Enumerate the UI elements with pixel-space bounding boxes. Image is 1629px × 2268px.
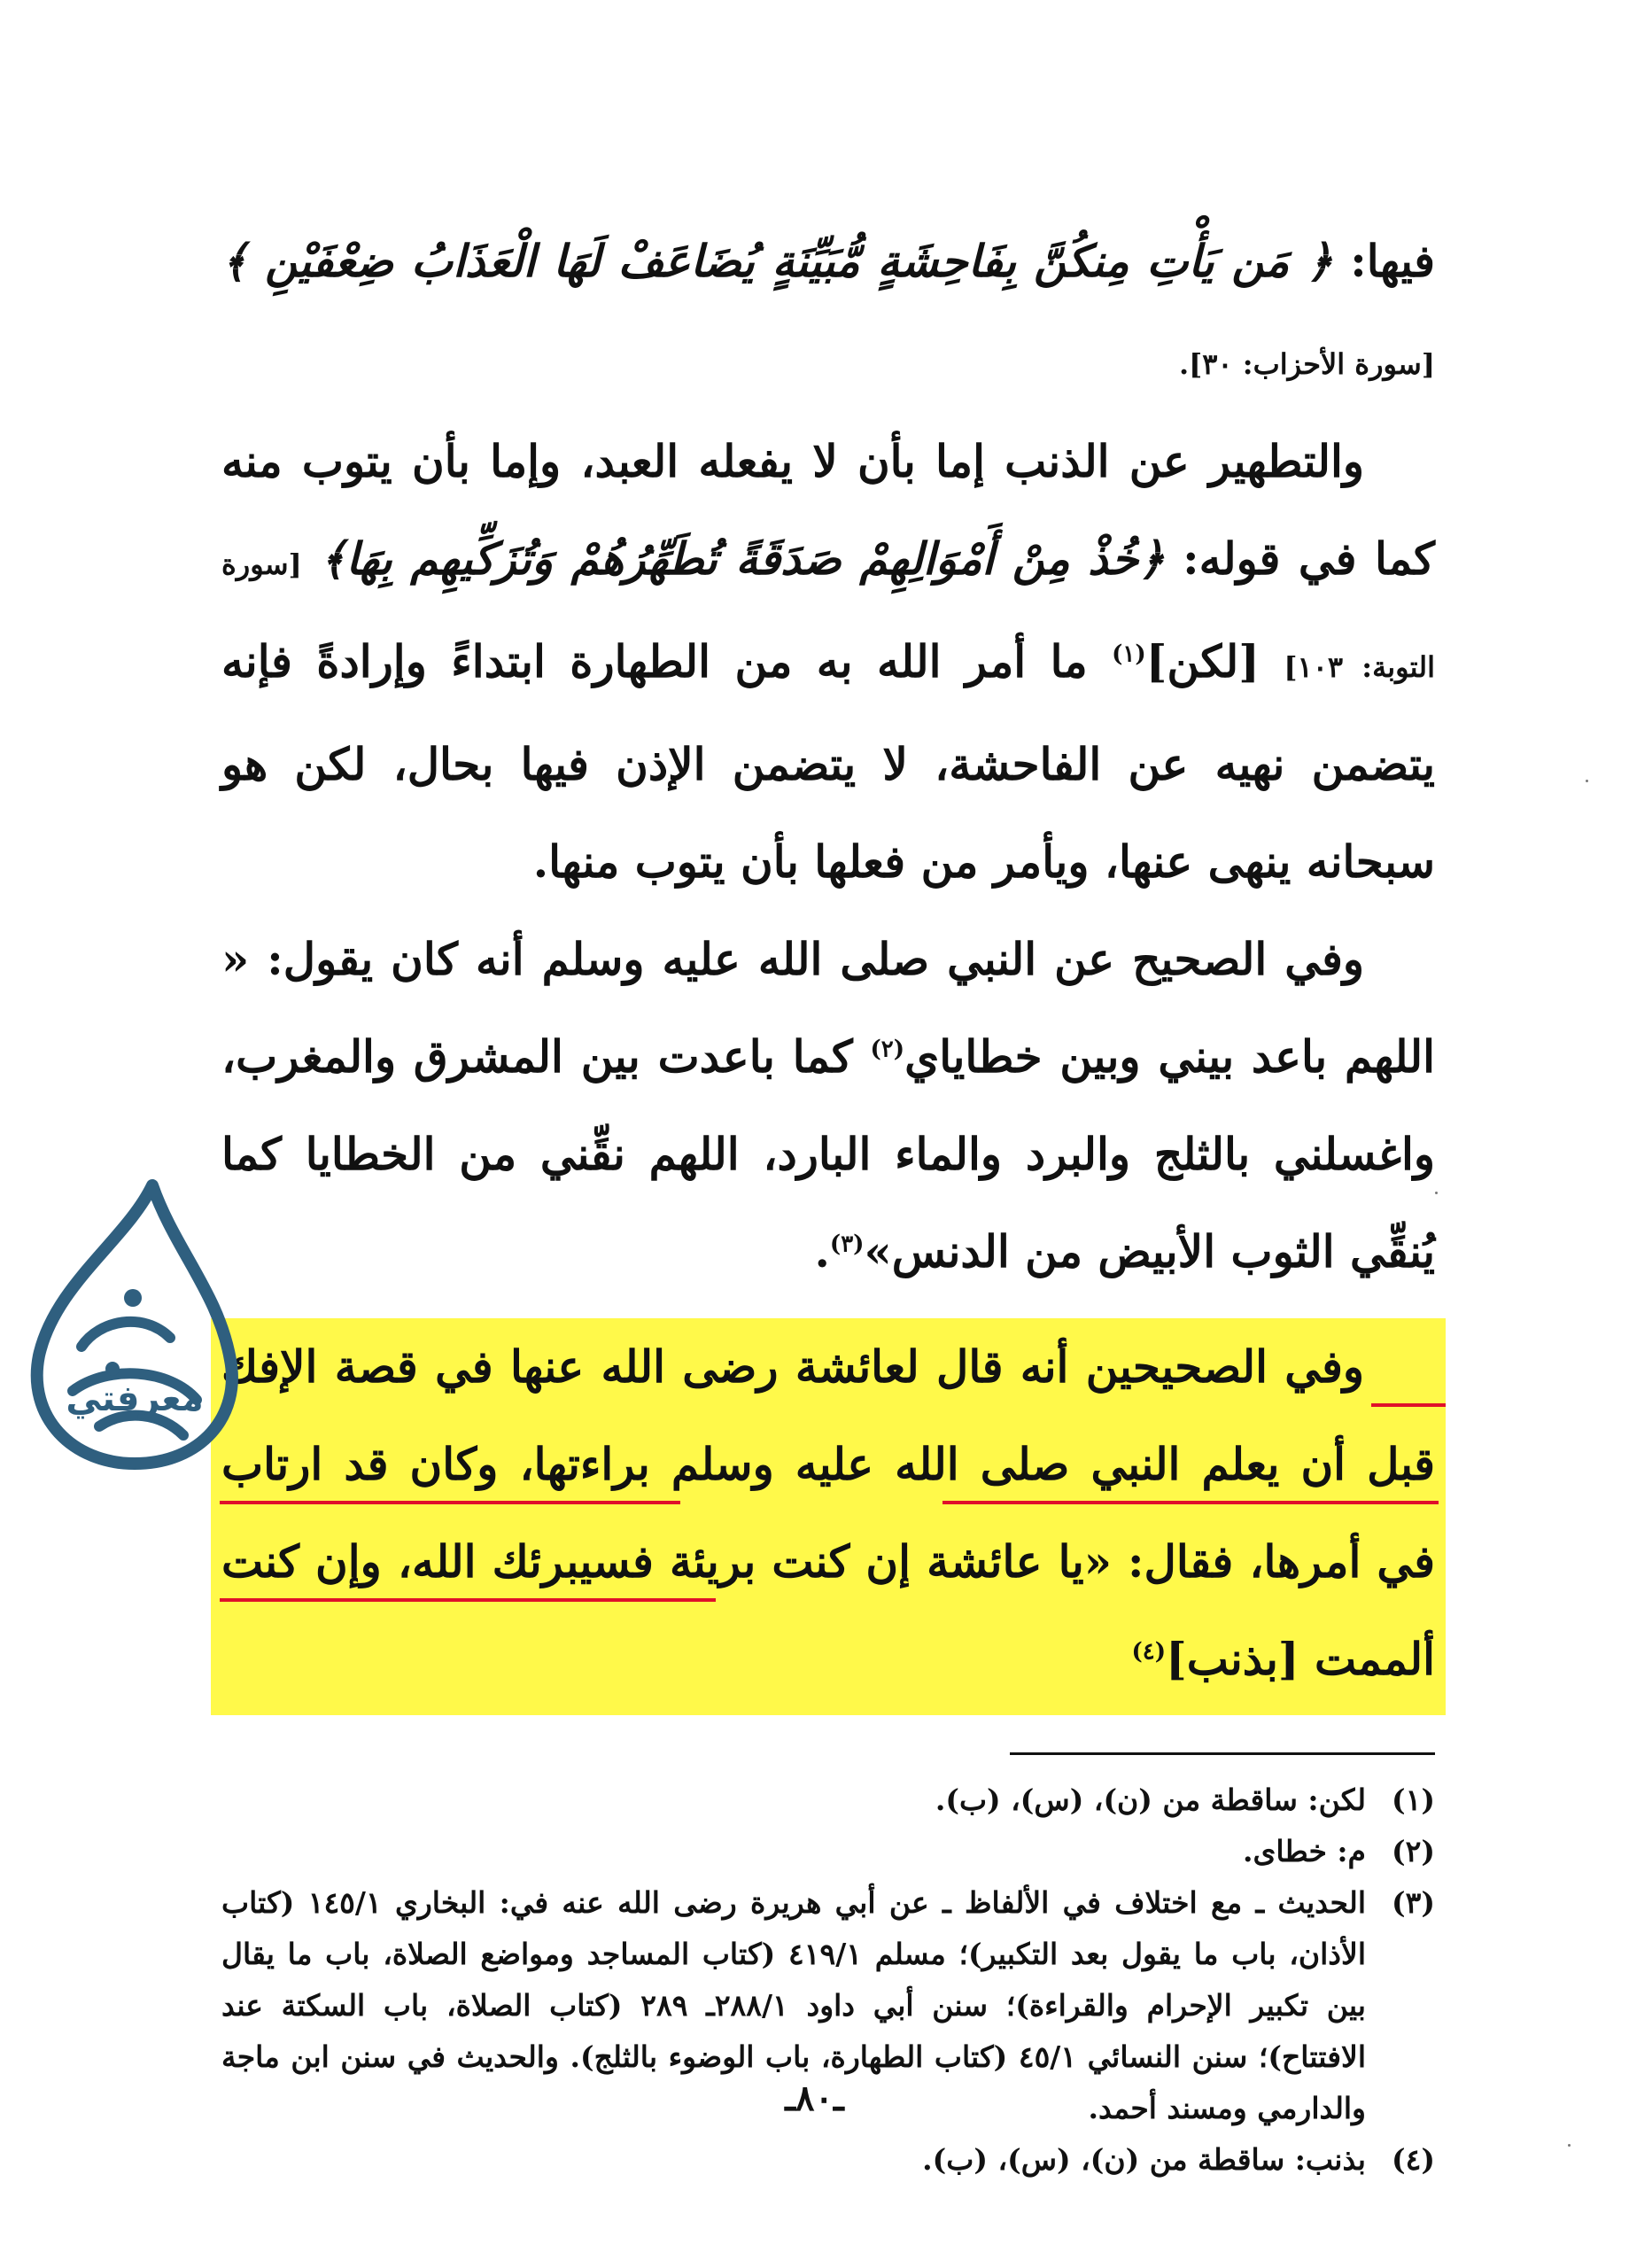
p2-continuation: ما أمر الله به من الطهارة ابتداءً وإرادةً فإنه يتضمن نهيه عن الفاحشة، لا يتضمن الإذن فيها بحال، لكن هو سبحانه ينهى عنها، ويأمر من فعلها بأن يتوب منها.	[221, 635, 1435, 888]
footnote-text: بذنب: ساقطة من (ن)، (س)، (ب).	[922, 2142, 1366, 2177]
paragraph-2	[221, 413, 1435, 911]
p2-text: والتطهير عن الذنب إما بأن لا يفعله العبد، وإما بأن يتوب منه كما في قوله:	[221, 435, 1435, 585]
surah-ref-1: [سورة الأحزاب: ٣٠].	[1178, 347, 1435, 381]
p3-end: .	[814, 1225, 830, 1278]
footnote-separator	[1010, 1752, 1435, 1755]
footnote-text: لكن: ساقطة من (ن)، (س)، (ب).	[935, 1783, 1366, 1817]
quran-quote-1: ﴿ مَن يَأْتِ مِنكُنَّ بِفَاحِشَةٍ مُّبَيِّنَةٍ يُضَاعَفْ لَهَا الْعَذَابُ ضِعْفَيْنِ ﴾	[221, 235, 1333, 287]
scan-speck	[1435, 1192, 1438, 1194]
footnote-2	[221, 1826, 1435, 1877]
footnote-ref-2[interactable]: (٢)	[870, 1036, 905, 1063]
calligraphy-drop-logo-icon	[19, 1178, 250, 1471]
scan-speck	[1568, 2144, 1571, 2147]
paragraph-4	[221, 1318, 1435, 1708]
footnote-number: (١)	[1392, 1783, 1435, 1817]
footnote-1	[221, 1775, 1435, 1826]
footnote-ref-1[interactable]: (١)	[1112, 641, 1146, 668]
paragraph-3	[221, 911, 1435, 1301]
red-underline-4	[220, 1598, 716, 1602]
page-content	[221, 213, 1435, 2186]
red-underline-3	[942, 1501, 1439, 1504]
footnote-text: الحديث ـ مع اختلاف في الألفاظ ـ عن أبي هريرة رضى الله عنه في: البخاري ١٤٥/١ (كتاب الأذان، باب ما يقول بعد التكبير)؛ مسلم ٤١٩/١ (كتاب المساجد ومواضع الصلاة، باب ما يقال بين تكبير الإحرام والقراءة)؛ سنن أبي داود ٢٨٨/١ـ ٢٨٩ (كتاب الصلاة، باب السكتة عند الافتتاح)؛ سنن النسائي ٤٥/١ (كتاب الطهارة، باب الوضوء بالثلج). والحديث في سنن ابن ماجة والدارمي ومسند أحمد.	[221, 1885, 1367, 2125]
footnote-4	[221, 2134, 1435, 2186]
highlighted-paragraph	[211, 1318, 1446, 1715]
footnote-ref-3[interactable]: (٣)	[829, 1231, 865, 1258]
surah-ref-2: [سورة التوبة: ١٠٣]	[221, 548, 1435, 684]
p3-part-b: كما باعدت بين المشرق والمغرب، واغسلني بالثلج والبرد والماء البارد، اللهم نقِّني من الخطايا كما يُنقِّي الثوب الأبيض من الدنس»	[221, 1030, 1435, 1278]
quran-quote-2: ﴿خُذْ مِنْ أَمْوَالِهِمْ صَدَقَةً تُطَهِّرُهُمْ وَتُزَكِّيهِم بِهَا﴾	[320, 532, 1165, 585]
footnote-number: (٢)	[1392, 1834, 1435, 1868]
paragraph-1	[221, 213, 1435, 413]
p4-text: وفي الصحيحين أنه قال لعائشة رضى الله عنها في قصة الإفك قبل أن يعلم النبي صلى الله عليه وسلم براءتها، وكان قد ارتاب في أمرها، فقال: «يا عائشة إن كنت بريئة فسيبرئك الله، وإن كنت ألممت [بذنب]	[221, 1340, 1435, 1685]
scan-speck	[1586, 780, 1588, 782]
p1-lead: فيها:	[1332, 235, 1435, 287]
footnote-number: (٣)	[1392, 1885, 1435, 1920]
red-underline-1	[1371, 1403, 1446, 1407]
p2-bracket-word: [لكن]	[1145, 635, 1260, 687]
footnote-number: (٤)	[1392, 2142, 1435, 2177]
p3-part-a: وفي الصحيح عن النبي صلى الله عليه وسلم أنه كان يقول: « اللهم باعد بيني وبين خطاياي	[221, 933, 1435, 1083]
footnote-text: م: خطاى.	[1243, 1834, 1366, 1868]
footnotes	[221, 1775, 1435, 2186]
logo-text: معرفتي	[66, 1379, 204, 1419]
page-number: ـ٨٠ـ	[785, 2078, 844, 2119]
red-underline-2	[220, 1501, 680, 1504]
footnote-ref-4[interactable]: (٤)	[1131, 1638, 1167, 1666]
